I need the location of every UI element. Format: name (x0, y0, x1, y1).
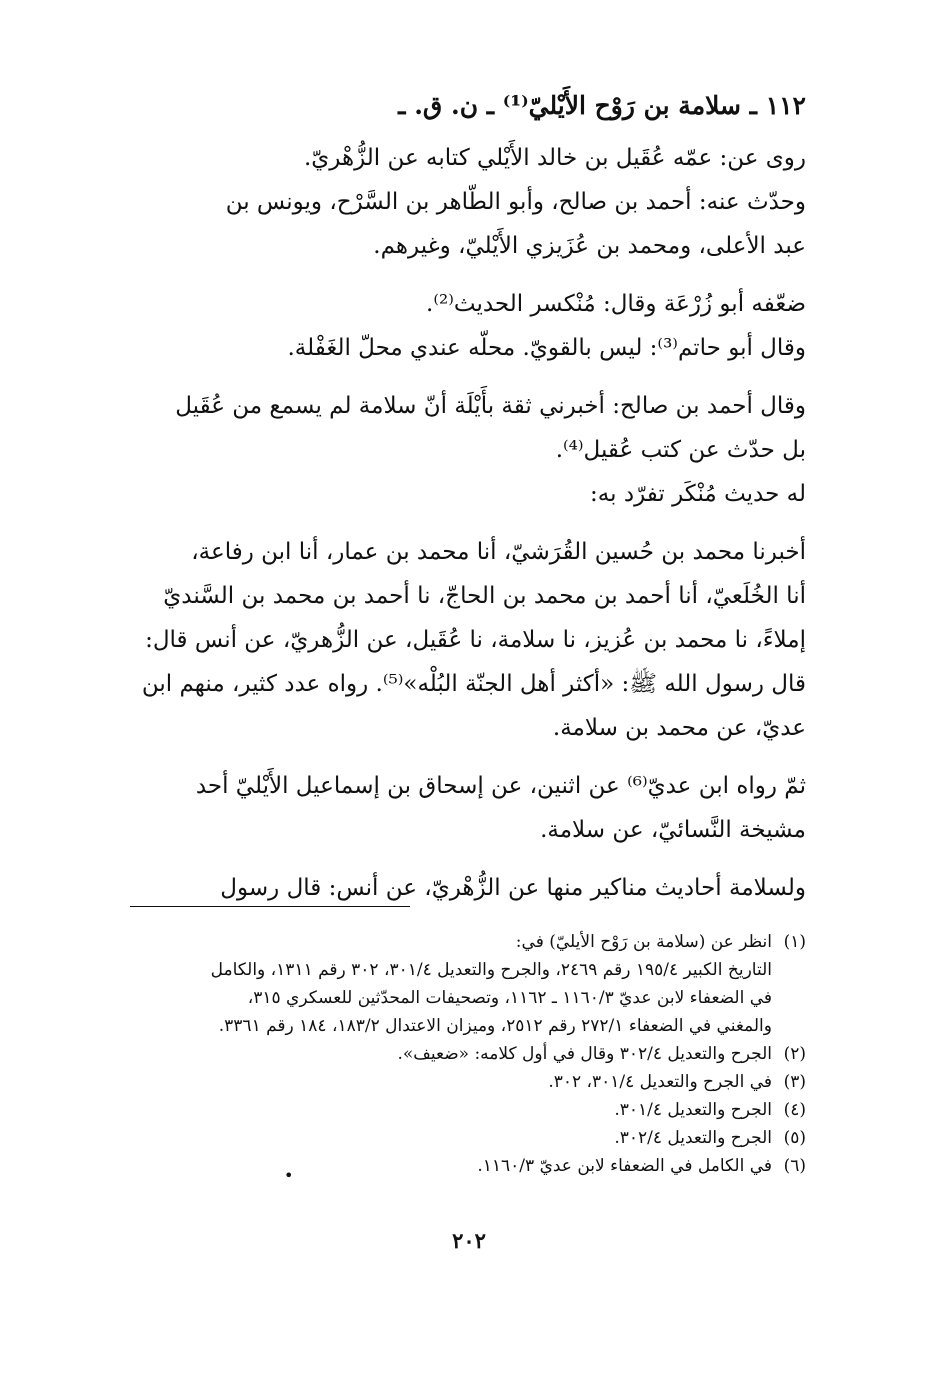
stray-mark: • (284, 1166, 294, 1185)
text-line: عبد الأعلى، ومحمد بن عُزَيزي الأَيْليّ، وغيرهم. (373, 233, 806, 259)
footnote-line: في الكامل في الضعفاء لابن عديّ ١١٦٠/٣. (477, 1156, 772, 1176)
text-line: أخبرنا محمد بن حُسين القُرَشيّ، أنا محمد بن عمار، أنا ابن رفاعة، (191, 539, 806, 565)
footnote-body (128, 928, 772, 1040)
footnote-line: في الضعفاء لابن عديّ ١١٦٠/٣ ـ ١١٦٢، وتصحيفات المحدّثين للعسكري ٣١٥، (247, 988, 772, 1008)
footnote (128, 1096, 806, 1124)
footnote-body (128, 1040, 772, 1068)
text-line: قال رسول الله ﷺ: «أكثر أهل الجنّة البُلْه»⁽⁵⁾. رواه عدد كثير، منهم ابن (141, 671, 806, 697)
text-line: ضعّفه أبو زُرْعَة وقال: مُنْكسر الحديث⁽²⁾. (426, 291, 806, 317)
footnote-line: التاريخ الكبير ١٩٥/٤ رقم ٢٤٦٩، والجرح والتعديل ٣٠١/٤، ٣٠٢ رقم ١٣١١، والكامل (210, 960, 772, 980)
paragraph-students (128, 180, 806, 268)
paragraph-ahmad-statement (128, 384, 806, 516)
text-line: أنا الخُلَعيّ، أنا أحمد بن محمد بن الحاجّ، نا أحمد بن محمد بن السَّنديّ (163, 583, 806, 609)
entry-title: ١١٢ ـ سلامة بن رَوْح الأَيْليّ⁽¹⁾ ـ ن. ق. ـ (398, 91, 806, 120)
footnote-body (128, 1068, 772, 1096)
paragraph-isnad (128, 530, 806, 750)
text-line: وقال أبو حاتم⁽³⁾: ليس بالقويّ. محلّه عندي محلّ الغَفْلة. (287, 335, 806, 361)
text-line: وحدّث عنه: أحمد بن صالح، وأبو الطّاهر بن السَّرْح، ويونس بن (225, 189, 806, 215)
footnote-body (128, 1096, 772, 1124)
footnotes (128, 928, 806, 1180)
footnote (128, 1068, 806, 1096)
footnote (128, 1124, 806, 1152)
text-line: روى عن: عمّه عُقَيل بن خالد الأَيْلي كتابه عن الزُّهْريّ. (303, 145, 806, 171)
footnote-line: الجرح والتعديل ٣٠٢/٤ وقال في أول كلامه: «ضعيف». (397, 1044, 772, 1064)
paragraph-criticism (128, 282, 806, 370)
footnote-line: انظر عن (سلامة بن رَوْح الأيليّ) في: (515, 932, 772, 952)
footnote (128, 928, 806, 1040)
text-line: وقال أحمد بن صالح: أخبرني ثقة بأَيْلَة أنّ سلامة لم يسمع من عُقَيل (175, 393, 806, 419)
footnote (128, 1152, 806, 1180)
footnote-number: (٦) (783, 1156, 806, 1176)
text-line: له حديث مُنْكَر تفرّد به: (590, 481, 806, 507)
paragraph-narrated-from (128, 136, 806, 180)
text-line: ولسلامة أحاديث مناكير منها عن الزُّهْريّ، عن أنس: قال رسول (220, 875, 806, 901)
paragraph-manakir (128, 866, 806, 910)
text-line: عديّ، عن محمد بن سلامة. (552, 715, 806, 741)
paragraph-ibn-adi (128, 764, 806, 852)
footnote-body (128, 1152, 772, 1180)
footnote-number: (٤) (783, 1100, 806, 1120)
text-line: مشيخة النَّسائيّ، عن سلامة. (540, 817, 806, 843)
footnote-number: (٥) (783, 1128, 806, 1148)
footnote-number: (٣) (783, 1072, 806, 1092)
footnote (128, 1040, 806, 1068)
footnote-divider (130, 906, 410, 907)
text-line: إملاءً، نا محمد بن عُزيز، نا سلامة، نا عُقَيل، عن الزُّهريّ، عن أنس قال: (145, 627, 806, 653)
text-line: ثمّ رواه ابن عديّ⁽⁶⁾ عن اثنين، عن إسحاق بن إسماعيل الأَيْليّ أحد (195, 773, 806, 799)
footnote-line: الجرح والتعديل ٣٠٢/٤. (614, 1128, 772, 1148)
text-line: بل حدّث عن كتب عُقيل⁽⁴⁾. (555, 437, 806, 463)
footnote-number: (١) (783, 932, 806, 952)
footnote-line: في الجرح والتعديل ٣٠١/٤، ٣٠٢. (548, 1072, 772, 1092)
footnote-number: (٢) (783, 1044, 806, 1064)
footnote-line: والمغني في الضعفاء ٢٧٢/١ رقم ٢٥١٢، وميزان الاعتدال ١٨٣/٢، ١٨٤ رقم ٣٣٦١. (218, 1016, 772, 1036)
main-text (128, 84, 806, 910)
footnote-line: الجرح والتعديل ٣٠١/٤. (614, 1100, 772, 1120)
footnote-body (128, 1124, 772, 1152)
page-number: ٢٠٢ (452, 1228, 486, 1253)
